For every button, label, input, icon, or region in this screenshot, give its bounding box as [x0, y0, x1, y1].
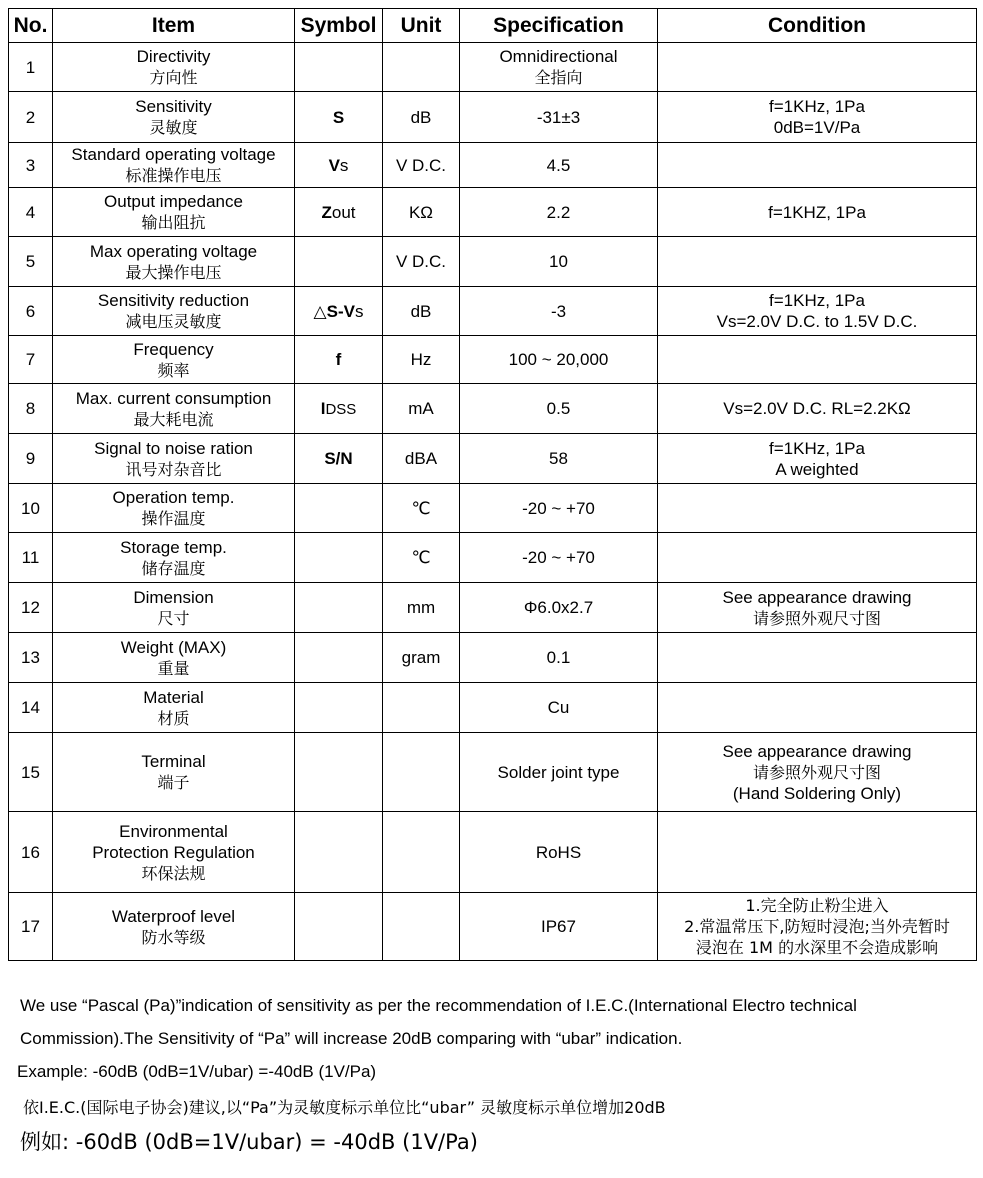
cell-condition: [658, 633, 977, 683]
header-no: No.: [9, 9, 53, 43]
item-name-cn: 标准操作电压: [125, 166, 222, 185]
cell-specification: [460, 287, 658, 336]
cell-unit: Hz: [383, 336, 460, 384]
condition-line-1: See appearance drawing: [722, 741, 912, 761]
cell-condition: [658, 188, 977, 237]
table-row: [9, 43, 977, 92]
cell-item: [53, 683, 295, 733]
specification-value: 100 ~ 20,000: [508, 350, 609, 369]
cell-unit: gram: [383, 633, 460, 683]
specification-value: 58: [549, 449, 568, 468]
note-line-1: We use “Pascal (Pa)”indication of sensitivity as per the recommendation of I.E.C.(International Electro technical: [20, 996, 857, 1015]
item-name-en: Waterproof level: [111, 906, 236, 926]
cell-no: 14: [9, 683, 53, 733]
cell-no: 7: [9, 336, 53, 384]
specification-value: 2.2: [546, 202, 571, 222]
item-name-cn: 材质: [157, 708, 190, 728]
cell-no: 11: [9, 533, 53, 583]
cell-item: [53, 434, 295, 484]
specification-value: -20 ~ +70: [522, 548, 595, 567]
cell-item: [53, 92, 295, 143]
item-name-en: Max. current consumption: [75, 388, 272, 408]
condition-line-1: Vs=2.0V D.C. RL=2.2KΩ: [723, 399, 911, 418]
cell-symbol: [295, 237, 383, 287]
cell-unit: KΩ: [383, 188, 460, 237]
cell-symbol: [295, 733, 383, 812]
symbol-subscript: out: [331, 202, 356, 222]
cell-symbol: [295, 812, 383, 893]
table-row: [9, 484, 977, 533]
item-name-cn: 防水等级: [141, 927, 206, 947]
specification-value: -31±3: [536, 107, 581, 127]
cell-item: [53, 633, 295, 683]
specification-value: IP67: [541, 917, 576, 936]
condition-line-2: Vs=2.0V D.C. to 1.5V D.C.: [716, 312, 918, 331]
cell-specification: [460, 633, 658, 683]
table-row: [9, 434, 977, 484]
header-row: [9, 9, 977, 43]
cell-unit: mA: [383, 384, 460, 434]
cell-symbol: [295, 336, 383, 384]
cell-symbol: [295, 583, 383, 633]
symbol-main: S/N: [324, 449, 353, 468]
item-name-en: Weight (MAX): [120, 637, 227, 657]
cell-unit: ℃: [383, 533, 460, 583]
table-row: [9, 143, 977, 188]
cell-unit: ℃: [383, 484, 460, 533]
cell-symbol: [295, 287, 383, 336]
cell-specification: [460, 143, 658, 188]
specification-value: 0.5: [546, 399, 571, 418]
note-example: Example: -60dB (0dB=1V/ubar) =-40dB (1V/Pa): [17, 1062, 377, 1081]
cell-no: 12: [9, 583, 53, 633]
cell-no: 17: [9, 893, 53, 961]
item-name-cn: 尺寸: [157, 608, 190, 628]
specification-value-cn: 全指向: [534, 68, 583, 87]
cell-item: [53, 287, 295, 336]
cell-condition: [658, 434, 977, 484]
cell-no: 16: [9, 812, 53, 893]
table-row: [9, 733, 977, 812]
cell-no: 9: [9, 434, 53, 484]
item-name-en-2: Protection Regulation: [92, 842, 255, 862]
item-name-en: Frequency: [133, 339, 214, 359]
item-name-cn: 环保法规: [141, 863, 206, 883]
cell-no: 13: [9, 633, 53, 683]
cell-symbol: [295, 633, 383, 683]
table-row: [9, 583, 977, 633]
cell-no: 3: [9, 143, 53, 188]
specification-value: Omnidirectional: [499, 47, 618, 66]
item-name-en: Max operating voltage: [89, 241, 258, 261]
cell-no: 8: [9, 384, 53, 434]
cell-symbol: [295, 384, 383, 434]
cell-item: [53, 583, 295, 633]
note-cn-example: 例如: -60dB (0dB=1V/ubar) = -40dB (1V/Pa): [20, 1130, 478, 1154]
cell-unit: [383, 683, 460, 733]
item-name-en: Sensitivity reduction: [97, 291, 250, 310]
cell-item: [53, 533, 295, 583]
cell-symbol: [295, 533, 383, 583]
cell-unit: V D.C.: [383, 143, 460, 188]
cell-no: 5: [9, 237, 53, 287]
cell-item: [53, 188, 295, 237]
cell-item: [53, 384, 295, 434]
item-name-en: Dimension: [133, 587, 214, 607]
header-symbol: Symbol: [295, 9, 383, 43]
symbol-main: S: [332, 107, 345, 127]
symbol-main: △S-V: [313, 301, 355, 321]
cell-condition: [658, 683, 977, 733]
cell-item: [53, 484, 295, 533]
symbol-main: V: [328, 155, 340, 175]
item-name-cn: 讯号对杂音比: [125, 459, 222, 479]
cell-unit: V D.C.: [383, 237, 460, 287]
condition-line-2: A weighted: [775, 459, 859, 479]
cell-symbol: [295, 92, 383, 143]
table-row: [9, 188, 977, 237]
specification-value: 10: [549, 252, 568, 271]
specification-value: -3: [550, 301, 567, 321]
condition-line-1: f=1KHz, 1Pa: [769, 291, 865, 310]
item-name-en: Standard operating voltage: [71, 145, 276, 164]
table-row: [9, 384, 977, 434]
cell-specification: [460, 434, 658, 484]
cell-condition: [658, 336, 977, 384]
cell-no: 4: [9, 188, 53, 237]
cell-condition: [658, 43, 977, 92]
item-name-en: Environmental: [119, 821, 228, 841]
cell-symbol: [295, 434, 383, 484]
cell-item: [53, 812, 295, 893]
symbol-subscript: s: [354, 301, 364, 321]
item-name-cn: 重量: [157, 658, 190, 678]
cell-symbol: [295, 43, 383, 92]
cell-specification: [460, 484, 658, 533]
cell-specification: [460, 812, 658, 893]
item-name-en: Terminal: [141, 752, 206, 771]
symbol-main: I: [320, 398, 326, 418]
cell-unit: [383, 733, 460, 812]
cell-symbol: [295, 143, 383, 188]
cell-condition: [658, 484, 977, 533]
cell-specification: [460, 188, 658, 237]
item-name-cn: 灵敏度: [149, 118, 198, 137]
condition-line-2: 2.常温常压下,防短时浸泡;当外壳暂时: [684, 917, 950, 936]
table-row: [9, 287, 977, 336]
cell-item: [53, 237, 295, 287]
cell-specification: [460, 336, 658, 384]
cell-symbol: [295, 188, 383, 237]
item-name-cn: 最大耗电流: [133, 409, 214, 429]
cell-specification: [460, 92, 658, 143]
header-unit: Unit: [383, 9, 460, 43]
item-name-en: Signal to noise ration: [94, 438, 253, 458]
specification-value: RoHS: [535, 842, 582, 862]
item-name-en: Directivity: [136, 47, 211, 66]
cell-condition: [658, 533, 977, 583]
cell-condition: [658, 733, 977, 812]
item-name-en: Operation temp.: [112, 488, 235, 507]
cell-item: [53, 143, 295, 188]
cell-unit: [383, 812, 460, 893]
cell-specification: [460, 683, 658, 733]
table-row: [9, 812, 977, 893]
cell-specification: [460, 733, 658, 812]
item-name-cn: 减电压灵敏度: [125, 312, 222, 331]
cell-specification: [460, 237, 658, 287]
cell-no: 2: [9, 92, 53, 143]
cell-unit: mm: [383, 583, 460, 633]
cell-specification: [460, 583, 658, 633]
header-condition: Condition: [658, 9, 977, 43]
item-name-cn: 频率: [157, 360, 190, 380]
condition-line-3: (Hand Soldering Only): [732, 783, 902, 803]
item-name-cn: 操作温度: [141, 509, 206, 528]
header-item: Item: [53, 9, 295, 43]
item-name-cn: 储存温度: [141, 558, 206, 578]
cell-symbol: [295, 893, 383, 961]
cell-condition: [658, 237, 977, 287]
specification-value: Solder joint type: [497, 762, 620, 782]
condition-line-1: f=1KHz, 1Pa: [769, 97, 865, 116]
symbol-main: f: [335, 350, 342, 369]
cell-condition: [658, 384, 977, 434]
cell-unit: dB: [383, 287, 460, 336]
table-row: [9, 237, 977, 287]
cell-specification: [460, 893, 658, 961]
condition-line-1: f=1KHz, 1Pa: [769, 438, 865, 458]
cell-item: [53, 336, 295, 384]
condition-line-2: 请参照外观尺寸图: [752, 762, 881, 782]
item-name-cn: 最大操作电压: [125, 262, 222, 282]
cell-no: 10: [9, 484, 53, 533]
item-name-cn: 输出阻抗: [141, 213, 206, 232]
table-row: [9, 92, 977, 143]
cell-condition: [658, 287, 977, 336]
header-specification: Specification: [460, 9, 658, 43]
table-row: [9, 893, 977, 961]
cell-no: 6: [9, 287, 53, 336]
cell-no: 15: [9, 733, 53, 812]
cell-condition: [658, 583, 977, 633]
specification-value: Cu: [547, 698, 570, 717]
condition-line-1: See appearance drawing: [722, 587, 912, 607]
condition-line-2: 0dB=1V/Pa: [773, 118, 861, 137]
cell-specification: [460, 43, 658, 92]
cell-condition: [658, 143, 977, 188]
condition-line-1: f=1KHZ, 1Pa: [768, 202, 866, 222]
item-name-cn: 端子: [157, 773, 190, 792]
condition-line-1: 1.完全防止粉尘进入: [745, 896, 889, 915]
symbol-main: Z: [321, 202, 332, 222]
item-name-en: Output impedance: [104, 192, 243, 211]
cell-item: [53, 43, 295, 92]
specification-value: Φ6.0x2.7: [523, 598, 594, 617]
table-row: [9, 683, 977, 733]
cell-unit: [383, 43, 460, 92]
specification-value: -20 ~ +70: [522, 498, 595, 518]
note-line-2: Commission).The Sensitivity of “Pa” will increase 20dB comparing with “ubar” indication.: [20, 1029, 683, 1048]
cell-item: [53, 893, 295, 961]
specification-value: 0.1: [546, 648, 571, 667]
table-row: [9, 633, 977, 683]
cell-unit: [383, 893, 460, 961]
spec-table: [8, 8, 977, 961]
table-row: [9, 336, 977, 384]
item-name-en: Material: [143, 687, 204, 707]
cell-condition: [658, 893, 977, 961]
cell-specification: [460, 384, 658, 434]
cell-condition: [658, 92, 977, 143]
symbol-subscript: s: [339, 155, 349, 175]
item-name-cn: 方向性: [149, 68, 198, 87]
item-name-en: Storage temp.: [120, 537, 227, 557]
cell-item: [53, 733, 295, 812]
cell-symbol: [295, 484, 383, 533]
note-cn-line: 依I.E.C.(国际电子协会)建议,以“Pa”为灵敏度标示单位比“ubar” 灵敏度标示单位增加20dB: [23, 1098, 666, 1117]
symbol-subscript: DSS: [325, 400, 357, 418]
specification-value: 4.5: [546, 155, 571, 175]
cell-no: 1: [9, 43, 53, 92]
cell-unit: dB: [383, 92, 460, 143]
cell-unit: dBA: [383, 434, 460, 484]
item-name-en: Sensitivity: [135, 97, 212, 116]
cell-condition: [658, 812, 977, 893]
table-row: [9, 533, 977, 583]
condition-line-2: 请参照外观尺寸图: [752, 608, 881, 628]
cell-specification: [460, 533, 658, 583]
condition-line-3: 浸泡在 1M 的水深里不会造成影响: [695, 938, 939, 957]
cell-symbol: [295, 683, 383, 733]
